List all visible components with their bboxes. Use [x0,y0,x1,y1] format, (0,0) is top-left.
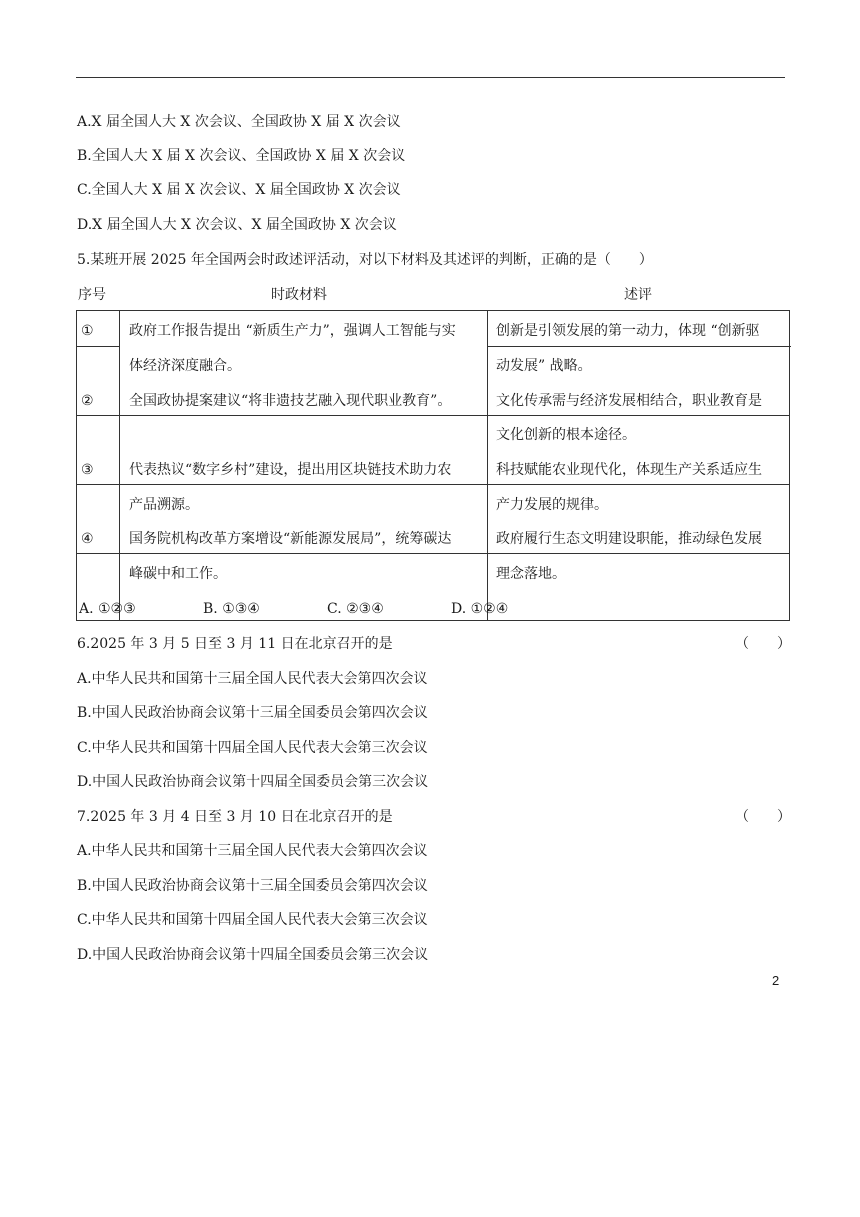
row-2-num: ② [81,393,94,409]
q6-answer-bracket: （ ） [735,636,791,652]
row-2-comment-cont: 文化创新的根本途径。 [496,427,636,443]
q7-option-b: B.中国人民政治协商会议第十三届全国委员会第四次会议 [77,878,428,894]
row-4-material: 国务院机构改革方案增设“新能源发展局”，统筹碳达 [129,531,452,547]
q5-header-num: 序号 [78,287,106,303]
row-3-num: ③ [81,462,94,478]
q6-option-b: B.中国人民政治协商会议第十三届全国委员会第四次会议 [77,705,428,721]
table-row-divider [77,346,119,347]
q5-table [76,310,790,621]
q5-header-comment: 述评 [624,287,652,303]
row-4-comment: 政府履行生态文明建设职能，推动绿色发展 [496,531,762,547]
row-3-material-cont: 产品溯源。 [129,497,199,513]
table-row-divider [77,553,789,554]
table-row-divider [77,415,789,416]
q4-option-b: B.全国人大 X 届 X 次会议、全国政协 X 届 X 次会议 [77,148,406,164]
table-row-divider [77,484,789,485]
row-2-comment: 文化传承需与经济发展相结合，职业教育是 [496,393,762,409]
row-1-material: 政府工作报告提出 “新质生产力”，强调人工智能与实 [129,323,456,339]
q6-option-d: D.中国人民政治协商会议第十四届全国委员会第三次会议 [77,774,429,790]
row-2-material: 全国政协提案建议“将非遗技艺融入现代职业教育”。 [129,393,452,409]
q7-stem: 7.2025 年 3 月 4 日至 3 月 10 日在北京召开的是 [77,809,393,825]
q6-option-a: A.中华人民共和国第十三届全国人民代表大会第四次会议 [77,671,428,687]
row-4-material-cont: 峰碳中和工作。 [129,566,227,582]
q4-option-d: D.X 届全国人大 X 次会议、X 届全国政协 X 次会议 [77,217,397,233]
page-number: 2 [772,973,780,988]
q7-answer-bracket: （ ） [735,809,791,825]
q5-header-material: 时政材料 [271,287,327,303]
row-1-material-cont: 体经济深度融合。 [129,358,241,374]
row-4-num: ④ [81,531,94,547]
table-col-divider [119,311,120,620]
row-1-comment: 创新是引领发展的第一动力，体现 “创新驱 [496,323,760,339]
q5-choice-b: B. ①③④ [203,601,260,617]
row-1-num: ① [81,323,94,339]
table-row-divider [487,346,791,347]
row-3-material: 代表热议“数字乡村”建设，提出用区块链技术助力农 [129,462,452,478]
row-3-comment-cont: 产力发展的规律。 [496,497,608,513]
q5-choice-a: A. ①②③ [79,601,136,617]
q7-option-a: A.中华人民共和国第十三届全国人民代表大会第四次会议 [77,843,428,859]
row-1-comment-cont: 动发展” 战略。 [496,358,592,374]
q6-stem: 6.2025 年 3 月 5 日至 3 月 11 日在北京召开的是 [77,636,393,652]
q5-choice-c: C. ②③④ [327,601,384,617]
q4-option-a: A.X 届全国人大 X 次会议、全国政协 X 届 X 次会议 [77,114,401,130]
q4-option-c: C.全国人大 X 届 X 次会议、X 届全国政协 X 次会议 [77,182,401,198]
row-3-comment: 科技赋能农业现代化，体现生产关系适应生 [496,462,762,478]
header-rule [76,77,785,78]
q7-option-c: C.中华人民共和国第十四届全国人民代表大会第三次会议 [77,912,428,928]
q5-choice-d: D. ①②④ [451,601,509,617]
q7-option-d: D.中国人民政治协商会议第十四届全国委员会第三次会议 [77,947,429,963]
q5-stem: 5.某班开展 2025 年全国两会时政述评活动，对以下材料及其述评的判断，正确的是（ ） [77,252,653,268]
row-4-comment-cont: 理念落地。 [496,566,566,582]
q6-option-c: C.中华人民共和国第十四届全国人民代表大会第三次会议 [77,740,428,756]
table-col-divider [487,311,488,620]
